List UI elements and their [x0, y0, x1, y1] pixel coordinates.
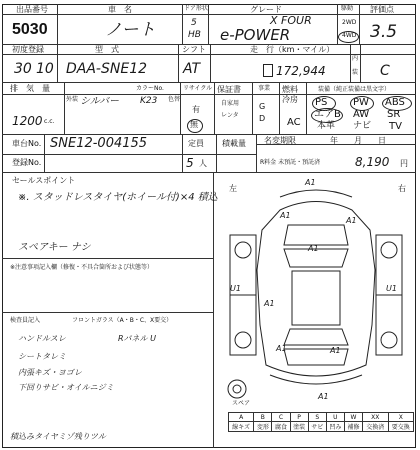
drive-label: 駆動 [341, 5, 354, 12]
car-hood [284, 225, 348, 245]
col-divider [213, 172, 214, 448]
equipment-airbag-circle [311, 108, 343, 123]
chassis-label: 車台No. [12, 139, 42, 148]
mileage-label: 走 行（km・マイル） [250, 45, 335, 54]
legend-word: 変形 [254, 422, 272, 432]
col-divider [210, 44, 211, 82]
col-divider [182, 134, 183, 172]
equipment-abs-circle [382, 96, 412, 111]
equipment-pw: PW [353, 97, 369, 108]
shift-value: AT [183, 61, 201, 77]
col-divider [180, 82, 181, 134]
exterior-label: 外装 [66, 96, 79, 103]
equipment-abs: ABS [385, 97, 405, 108]
mileage-box [263, 64, 273, 77]
car-body-outline [257, 202, 375, 377]
windshield-label: フロントガラス（A・B・C、X要交） [72, 317, 173, 324]
col-divider [208, 4, 209, 44]
legend-letter: C [272, 413, 290, 422]
diagram-mark-10: A1 [318, 392, 329, 401]
equipment-navi: ナビ [353, 121, 372, 131]
legend-letter: A [229, 413, 254, 422]
col-divider [360, 44, 361, 82]
legend-word: 補修 [344, 422, 362, 432]
equipment-airbag: エアB [314, 109, 341, 120]
row-divider [2, 134, 416, 135]
equipment-ps: PS [315, 97, 328, 108]
col-divider [178, 44, 179, 82]
displacement-label: 排 気 量 [10, 84, 50, 93]
ac-value: AC [287, 117, 301, 128]
sales-point-label: セールスポイント [12, 176, 76, 185]
drive-2wd: 2WD [342, 19, 357, 26]
color-no-label: カラーNo. [136, 85, 164, 92]
diagram-mark-4: A1 [308, 244, 319, 253]
recycle-yes: 有 [192, 105, 200, 114]
diagram-right-label: 右 [398, 184, 406, 193]
car-diagram [220, 175, 412, 400]
grade-main: e-POWER [220, 26, 291, 44]
col-divider [216, 134, 217, 172]
fuel-value: G [259, 102, 266, 111]
col-divider [279, 82, 280, 134]
legend-word: 要交換 [388, 422, 414, 432]
legend-letter: W [344, 413, 362, 422]
capacity-label: 定員 [188, 139, 204, 148]
first-reg-year: 30 [14, 61, 32, 77]
color-change-label: 色替 [168, 96, 181, 103]
score-value: 3.5 [370, 22, 398, 42]
row-divider [2, 312, 213, 313]
col-divider [252, 82, 253, 134]
displacement-value: 1200 [12, 114, 43, 128]
col-divider [214, 82, 215, 134]
equipment-aw: AW [353, 109, 370, 120]
col-divider [359, 4, 360, 44]
chassis-value: SNE12-004155 [50, 136, 148, 151]
shift-label: シフト [182, 45, 206, 54]
row-divider [2, 172, 416, 173]
legend-letter: X [388, 413, 414, 422]
color-no-value: K23 [140, 96, 158, 106]
legend-letter: B [254, 413, 272, 422]
drive-4wd: 4WD [342, 32, 357, 39]
diagram-mark-8: A1 [276, 344, 287, 353]
guarantee-option-1: 自家用 [221, 100, 240, 107]
ac-label: 冷房 [282, 95, 298, 104]
first-reg-label: 初度登録 [12, 45, 44, 54]
car-roof [292, 271, 340, 325]
capacity-unit: 人 [199, 159, 207, 168]
equipment-leather: 本革 [317, 121, 336, 131]
equipment-tv: TV [389, 121, 402, 132]
col-divider [182, 4, 183, 44]
grade-top: X FOUR [270, 14, 312, 27]
model-label: 型 式 [95, 45, 119, 54]
equipment-pw-circle [350, 96, 374, 111]
wheel-rear-left [235, 332, 251, 348]
legend-word: 交換済 [363, 422, 388, 432]
windshield-value: Rパネル U [118, 334, 156, 343]
interior-label-top: 内 [352, 55, 359, 62]
grade-label: グレード [250, 5, 282, 14]
equipment-label: 装備（純正装備は黒文字） [318, 86, 391, 93]
spare-label: スペア [232, 400, 251, 407]
purpose-label: 事業 [258, 85, 271, 92]
inspector-label: 検査員記入 [10, 317, 41, 324]
legend-letter: XX [363, 413, 388, 422]
recycle-none: 無 [190, 120, 198, 129]
diagram-mark-6: U1 [386, 284, 397, 293]
row-divider [2, 258, 213, 259]
recycle-yen: 円 [400, 159, 408, 168]
inspector-line-4: 下回りサビ・オイルニジミ [18, 383, 114, 392]
interior-label-bottom: 装 [352, 69, 359, 76]
col-divider [64, 82, 65, 134]
equipment-sr: SR [387, 109, 401, 120]
model-value: DAA-SNE12 [66, 61, 148, 77]
recycle-label: リサイクル [183, 85, 213, 92]
row-divider [2, 14, 416, 15]
inspector-line-1: ハンドルスレ [18, 334, 66, 343]
legend-letter: U [326, 413, 344, 422]
fuel-label: 燃料 [282, 85, 298, 94]
first-reg-month: 10 [36, 61, 54, 77]
col-divider [44, 134, 45, 172]
fuel-alt: D [259, 114, 266, 123]
row-divider [2, 44, 416, 45]
score-label: 評価点 [370, 5, 394, 14]
door-value-bottom: HB [188, 30, 201, 40]
door-value-top: 5 [191, 18, 197, 28]
capacity-value: 5 [186, 156, 194, 170]
caution-label: ※注意事項記入欄（修復・不具合箇所および状態等） [10, 264, 154, 271]
wheel-rear-right [381, 332, 397, 348]
legend-letter: S [308, 413, 326, 422]
lot-number: 5030 [12, 21, 48, 38]
color-value: シルバー [80, 96, 120, 107]
damage-legend [228, 412, 414, 432]
wheel-front-left [235, 242, 251, 258]
front-bumper [280, 190, 352, 197]
legend-word: 塗装 [290, 422, 308, 432]
recycle-amount: 8,190 [355, 155, 390, 169]
title-change-label: 名変期限 [264, 136, 296, 145]
wheel-front-right [381, 242, 397, 258]
displacement-unit: c.c. [44, 118, 55, 125]
diagram-mark-9: A1 [330, 346, 341, 355]
legend-word: 線キズ [229, 422, 254, 432]
recycle-amount-label: R料金 未預託・預託済 [260, 159, 321, 166]
car-name-label: 車 名 [108, 5, 132, 14]
guarantee-option-2: レンタ [221, 112, 239, 119]
diagram-mark-5: U1 [230, 284, 241, 293]
diagram-mark-7: A1 [264, 299, 275, 308]
inspector-line-5: 積込みタイヤミゾ残りツル [10, 432, 106, 441]
diagram-left-label: 左 [229, 184, 237, 193]
sales-line-1: ※. スタッドレスタイヤ(ホイール付)×4 積込 [18, 192, 218, 203]
spare-tire-icon [226, 378, 248, 400]
legend-letter: P [290, 413, 308, 422]
col-divider [306, 82, 307, 134]
door-label: ドア形状 [184, 5, 208, 12]
row-divider [2, 154, 256, 155]
interior-grade: C [380, 63, 390, 79]
car-name: ノート [105, 20, 156, 40]
col-divider [57, 4, 58, 44]
col-divider [57, 44, 58, 82]
inspector-line-2: シートタレミ [18, 352, 66, 361]
diagram-mark-1: A1 [305, 178, 316, 187]
title-change-date: 年 月 日 [330, 136, 386, 145]
diagram-mark-3: A1 [346, 216, 357, 225]
sales-line-2: スペアキー ナシ [18, 242, 91, 253]
inspector-line-3: 内張キズ・ヨゴレ [18, 368, 82, 377]
col-divider [256, 134, 257, 172]
diagram-mark-2: A1 [280, 211, 291, 220]
legend-word: サビ [308, 422, 326, 432]
reg-label: 登録No. [12, 158, 42, 167]
load-label: 積載量 [222, 139, 246, 148]
col-divider [350, 44, 351, 82]
legend-word: 凹み [326, 422, 344, 432]
car-rear-window [284, 329, 348, 345]
legend-word: 腐食 [272, 422, 290, 432]
mileage-value: 172,944 [276, 64, 326, 78]
guarantee-label: 保証書 [217, 85, 241, 94]
lot-label: 出品番号 [16, 5, 48, 14]
